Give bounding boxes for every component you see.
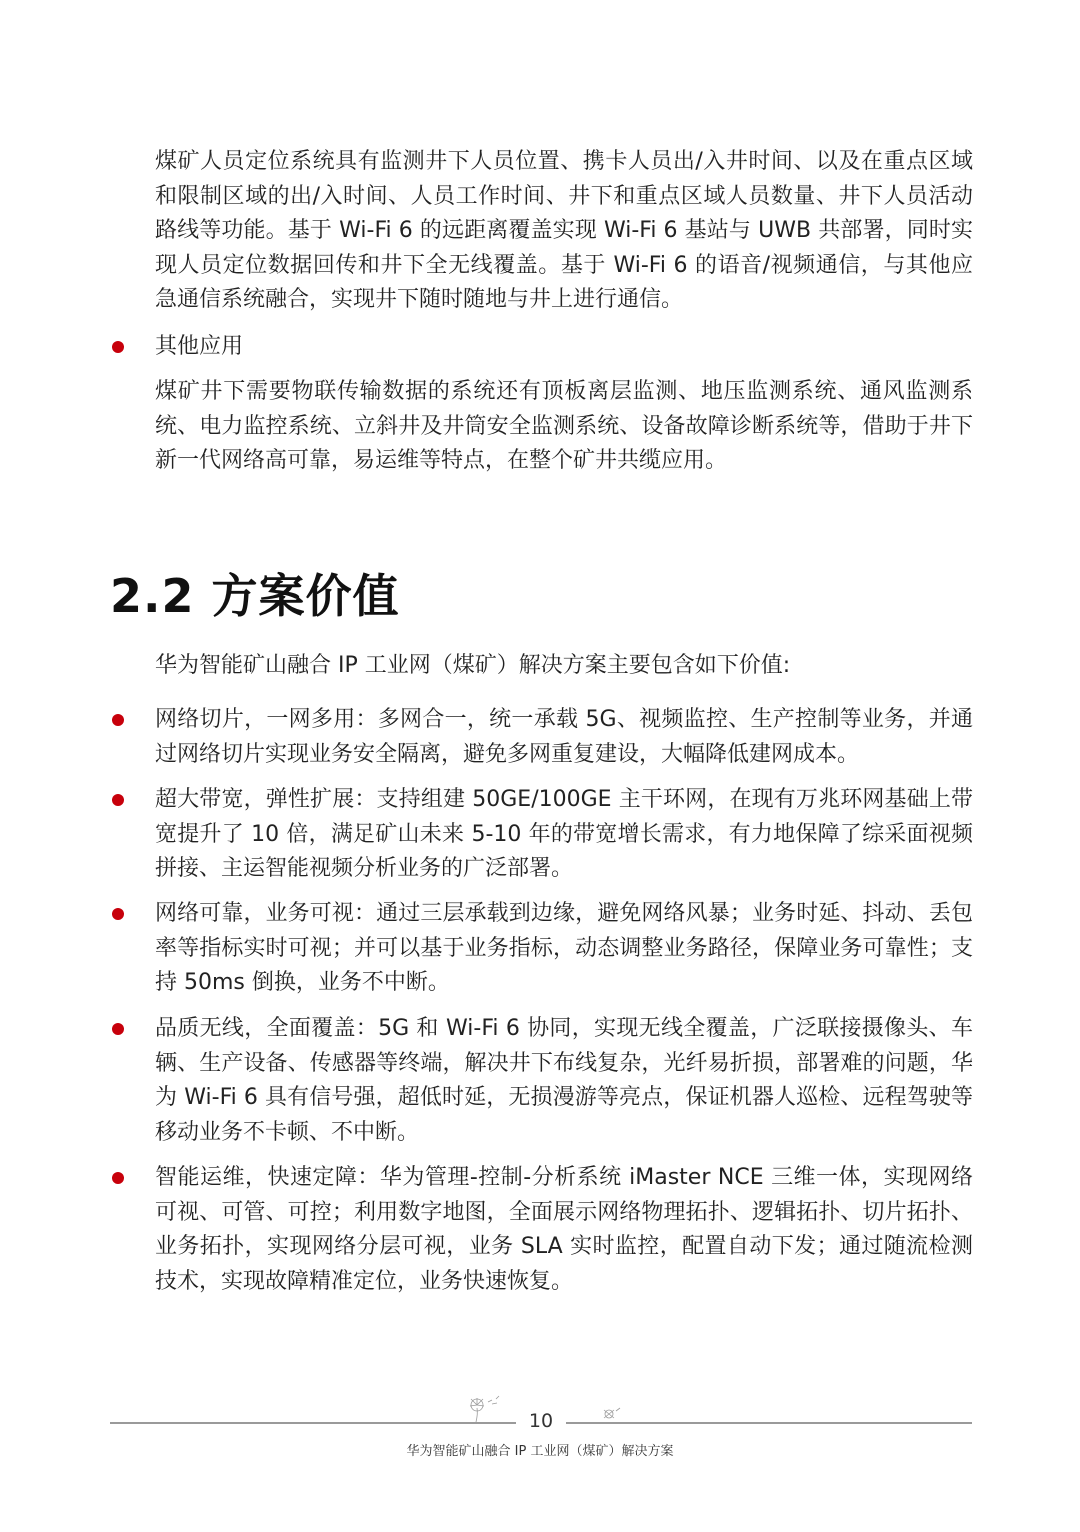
bullet-text: 品质无线，全面覆盖：5G 和 Wi-Fi 6 协同，实现无线全覆盖，广泛联接摄像头、车辆、生产设备、传感器等终端，解决井下布线复杂，光纤易折损，部署难的问题，华为 Wi-Fi 6 具有信号强，超低时延，无损漫游等亮点，保证机器人巡检、远程驾驶等移动业务不卡顿、不中断。 [155, 1016, 973, 1145]
value-bullet-reliability [155, 897, 973, 1001]
bullet-text: 智能运维，快速定障：华为管理-控制-分析系统 iMaster NCE 三维一体，实现网络可视、可管、可控；利用数字地图，全面展示网络物理拓扑、逻辑拓扑、切片拓扑、业务拓扑，实现网络分层可视，业务 SLA 实时监控，配置自动下发；通过随流检测技术，实现故障精准定位，业务快速恢复。 [155, 1165, 973, 1294]
bullet-label: 其他应用 [155, 334, 244, 359]
bullet-dot [112, 714, 124, 726]
dandelion-icon [462, 1394, 506, 1424]
bullet-text: 网络切片，一网多用：多网合一，统一承载 5G、视频监控、生产控制等业务，并通过网络切片实现业务安全隔离，避免多网重复建设，大幅降低建网成本。 [155, 707, 973, 767]
value-bullet-network-slicing [155, 703, 973, 772]
bullet-dot [112, 1172, 124, 1184]
value-bullet-wireless [155, 1012, 973, 1150]
dandelion-seeds-icon [598, 1405, 624, 1423]
footer-document-title: 华为智能矿山融合 IP 工业网（煤矿）解决方案 [406, 1444, 674, 1459]
section-heading: 2.2 方案价值 [110, 569, 400, 623]
bullet-dot [112, 794, 124, 806]
paragraph-other-applications: 煤矿井下需要物联传输数据的系统还有顶板离层监测、地压监测系统、通风监测系统、电力监控系统、立斜井及井筒安全监测系统、设备故障诊断系统等，借助于井下新一代网络高可靠，易运维等特点，在整个矿井共缆应用。 [155, 379, 973, 473]
footer-rule-right [566, 1422, 972, 1424]
paragraph-personnel-location: 煤矿人员定位系统具有监测井下人员位置、携卡人员出/入井时间、以及在重点区域和限制区域的出/入时间、人员工作时间、井下和重点区域人员数量、井下人员活动路线等功能。基于 Wi-Fi 6 的远距离覆盖实现 Wi-Fi 6 基站与 UWB 共部署，同时实现人员定位数据回传和井下全无线覆盖。基于 Wi-Fi 6 的语音/视频通信，与其他应急通信系统融合，实现井下随时随地与井上进行通信。 [155, 149, 973, 312]
bullet-other-applications [155, 330, 973, 365]
footer-rule-left [110, 1422, 516, 1424]
bullet-text: 超大带宽，弹性扩展：支持组建 50GE/100GE 主干环网，在现有万兆环网基础上带宽提升了 10 倍，满足矿山未来 5-10 年的带宽增长需求，有力地保障了综采面视频拼接、主运智能视频分析业务的广泛部署。 [155, 787, 973, 881]
bullet-dot [112, 341, 124, 353]
bullet-dot [112, 908, 124, 920]
page-number: 10 [528, 1410, 554, 1432]
section-lead: 华为智能矿山融合 IP 工业网（煤矿）解决方案主要包含如下价值: [155, 653, 791, 678]
bullet-text: 网络可靠，业务可视：通过三层承载到边缘，避免网络风暴；业务时延、抖动、丢包率等指标实时可视；并可以基于业务指标，动态调整业务路径，保障业务可靠性；支持 50ms 倒换，业务不中断。 [155, 901, 973, 995]
value-bullet-om [155, 1161, 973, 1299]
bullet-dot [112, 1023, 124, 1035]
value-bullet-bandwidth [155, 783, 973, 887]
